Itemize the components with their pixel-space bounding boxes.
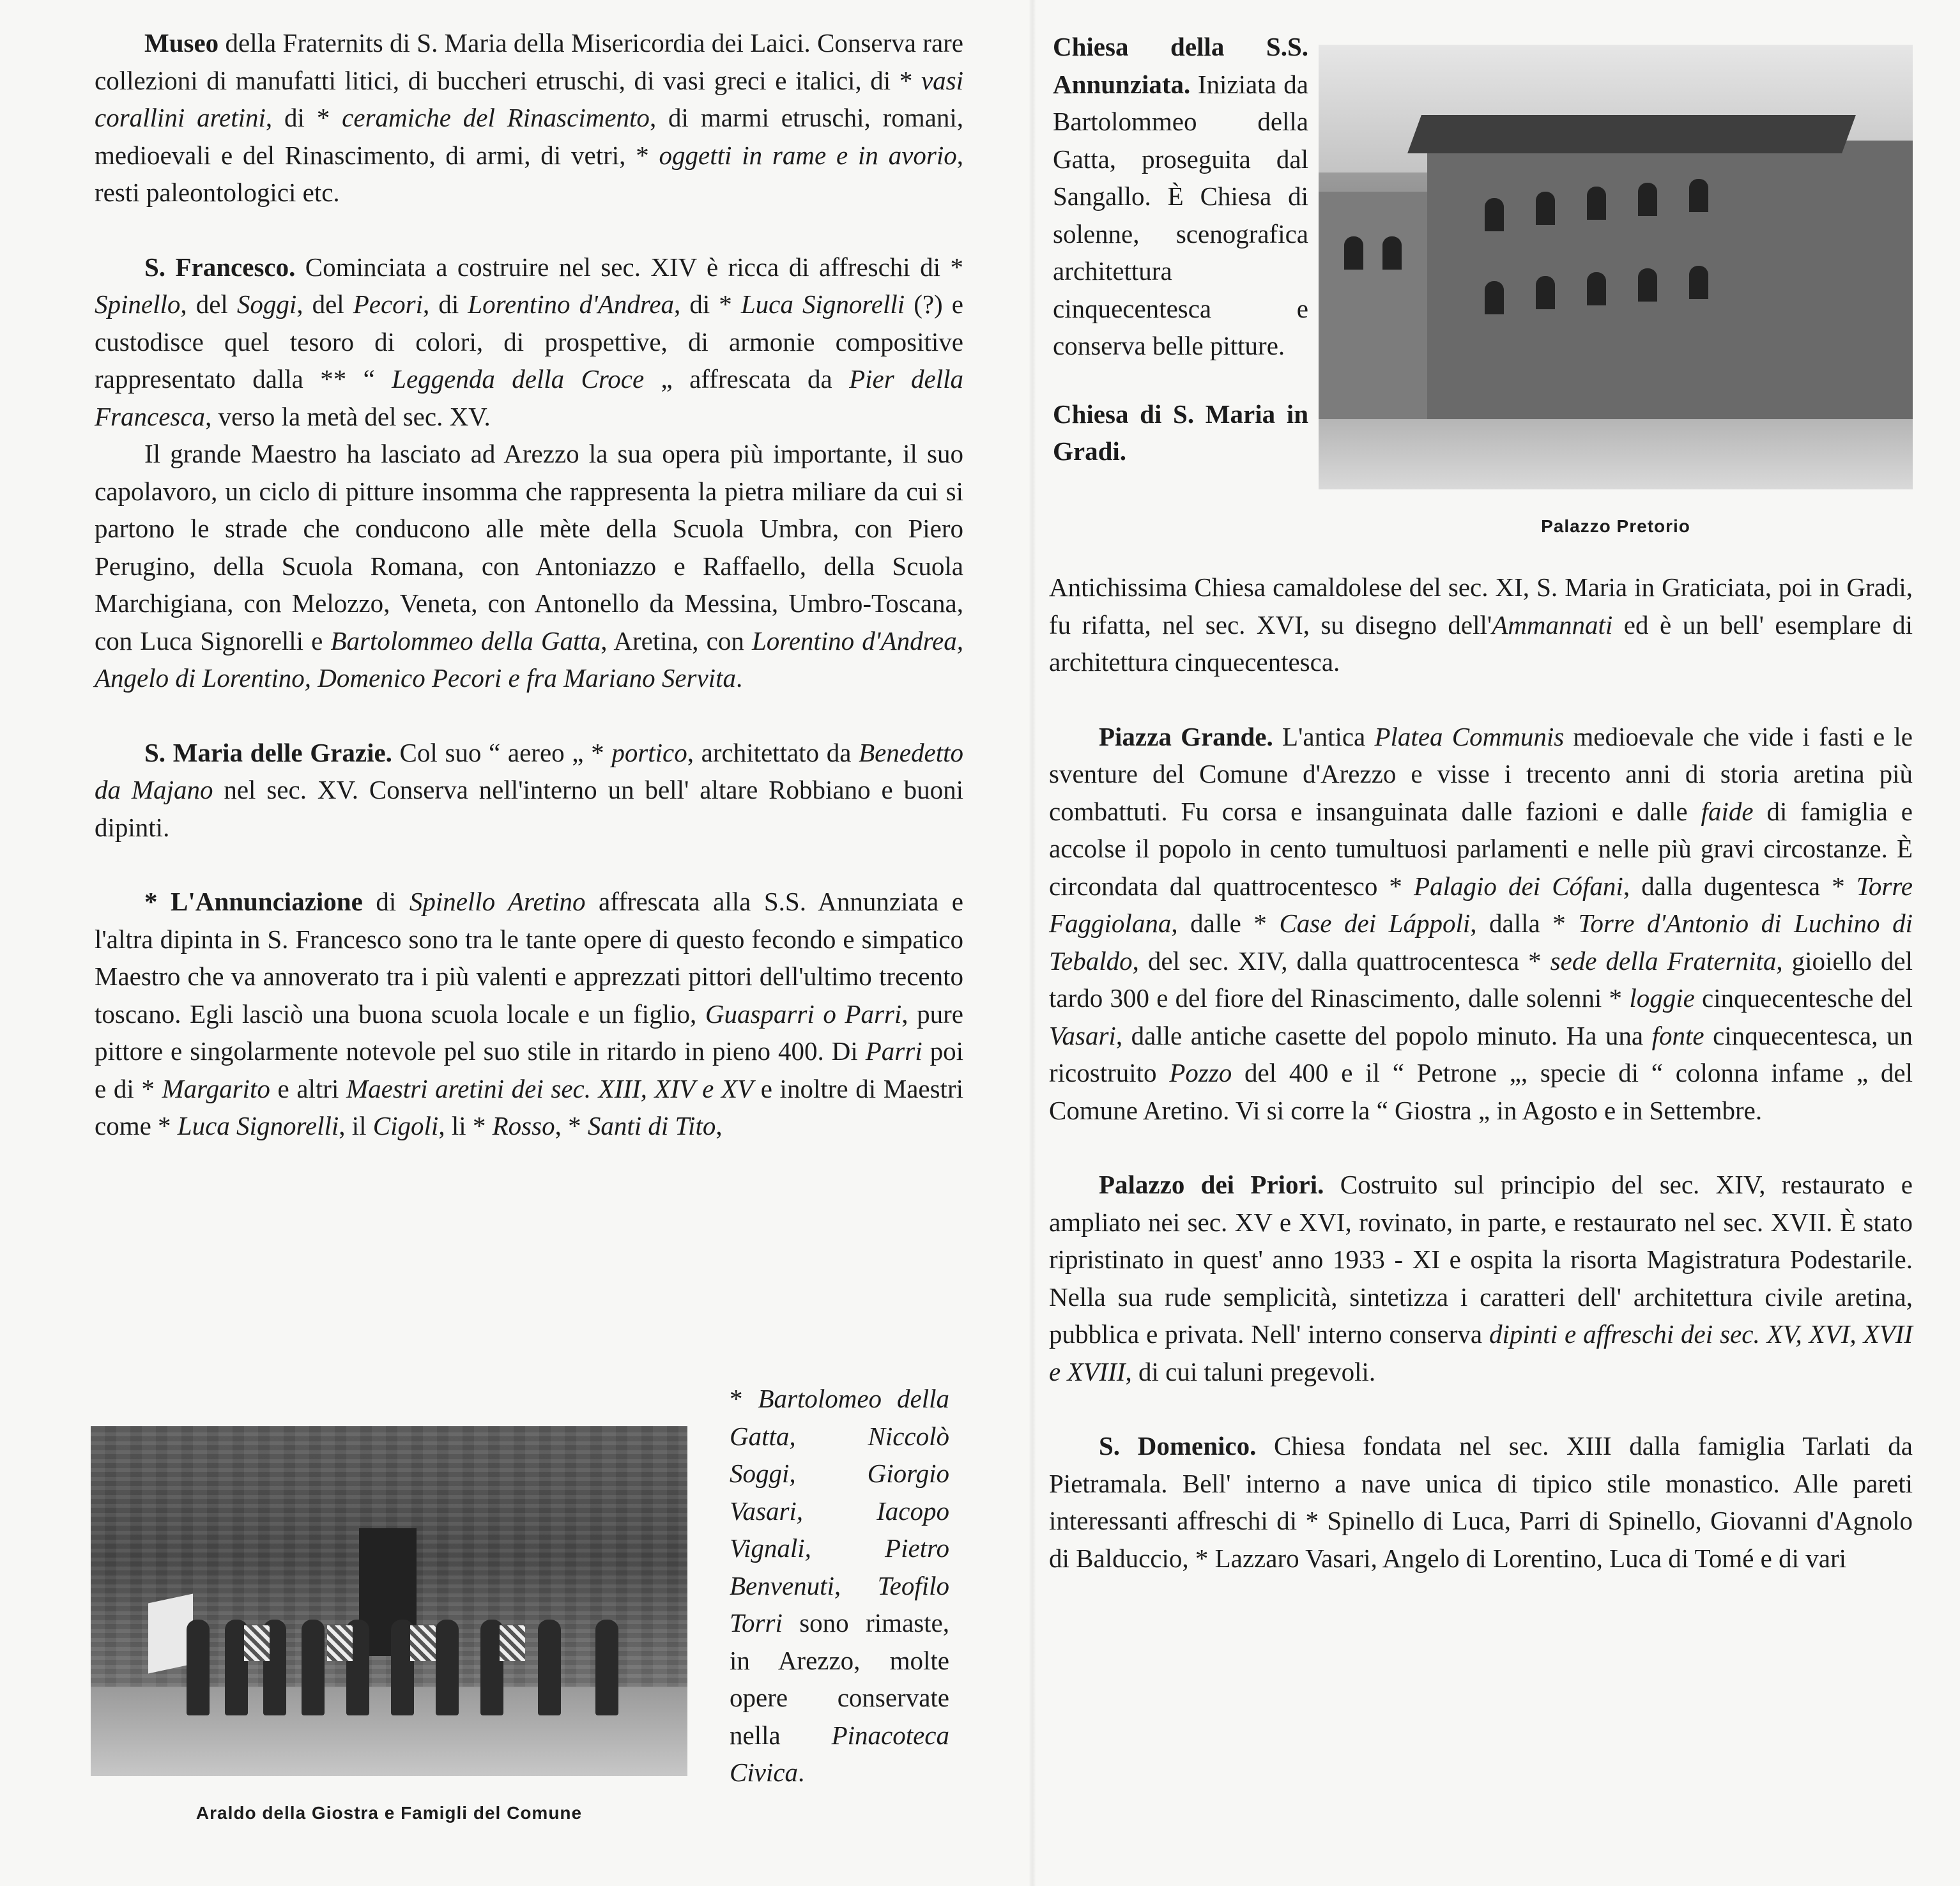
araldo-caption: Araldo della Giostra e Famigli del Comune bbox=[195, 1803, 583, 1823]
francesco-paragraph: S. Francesco. Cominciata a costruire nel sec. XIV è ricca di affreschi di * Spinello, del Soggi, del Pecori, di Lorentino d'Andrea, di * Luca Signorelli (?) e custodisce quel tesoro di colori, di prospettive, di armonie compositive rappresentato dalla ** “ Leggenda della Croce „ affrescata da Pier della Francesca, verso la metà del sec. XV. bbox=[95, 252, 964, 431]
museo-paragraph: Museo della Fraternits di S. Maria della Misericordia dei Laici. Conserva rare collezioni di manufatti litici, di buccheri etruschi, di vasi greci e italici, di * vasi corallini aretini, di * ceramiche del Rinascimento, di marmi etruschi, romani, medioevali e del Rinascimento, di armi, di vetri, * oggetti in rame e in avorio, resti paleontologici etc. bbox=[95, 28, 964, 207]
grazie-title: S. Maria delle Grazie. bbox=[144, 737, 392, 767]
narrow-column: * Bartolomeo della Gatta, Niccolò Soggi, Giorgio Vasari, Iacopo Vignali, Pietro Benvenuti, Teofilo Torri sono rimaste, in Arezzo, molte opere conservate nella Pinacoteca Civica. bbox=[730, 1384, 949, 1787]
domenico-paragraph: S. Domenico. Chiesa fondata nel sec. XIII dalla famiglia Tarlati da Pietramala. Bell' interno a nave unica di tipico stile monastico. Alle pareti interessanti affreschi di * Spinello di Luca, Parri di Spinello, Giovanni d'Agnolo di Balduccio, * Lazzaro Vasari, Angelo di Lorentino, Luca di Tomé e di vari bbox=[1049, 1431, 1913, 1573]
annunziata-title: Chiesa della S.S. Annunziata. bbox=[1053, 32, 1308, 99]
page-fold bbox=[1029, 0, 1036, 1886]
araldo-photo bbox=[91, 1426, 687, 1776]
priori-paragraph: Palazzo dei Priori. Costruito sul principio del sec. XIV, restaurato e ampliato nei sec. XV e XVI, rovinato, in parte, e restaurato nel sec. XVII. È stato ripristinato in quest' anno 1933 - XI e ospita la risorta Magistratura Podestarile. Nella sua rude semplicità, sintetizza i caratteri dell' architettura civile aretina, pubblica e privata. Nell' interno conserva dipinti e affreschi dei sec. XV, XVI, XVII e XVIII, di cui taluni pregevoli. bbox=[1049, 1170, 1913, 1386]
domenico-title: S. Domenico. bbox=[1099, 1431, 1257, 1460]
palazzo-pretorio-photo bbox=[1319, 45, 1913, 489]
annunciazione-title: * L'Annunciazione bbox=[144, 887, 363, 916]
left-column bbox=[95, 24, 963, 1145]
francesco-title: S. Francesco. bbox=[144, 252, 296, 282]
piazza-paragraph: Piazza Grande. L'antica Platea Communis medioevale che vide i fasti e le sventure del Comune d'Arezzo e visse i trecento anni di storia aretina più combattuti. Fu corsa e insanguinata dalle fazioni e dalle faide di famiglia e accolse il popolo in cento tumultuosi parlamenti e nelle più gravi circostanze. È circondata dal quattrocentesco * Palagio dei Cófani, dalla dugentesca * Torre Faggiolana, dalle * Case dei Láppoli, dalla * Torre d'Antonio di Luchino di Tebaldo, del sec. XIV, dalla quattrocentesca * sede della Fraternita, gioiello del tardo 300 e del fiore del Rinascimento, dalle solenni * loggie cinquecentesche del Vasari, dalle antiche casette del popolo minuto. Ha una fonte cinquecentesca, un ricostruito Pozzo del 400 e il “ Petrone „, specie di “ colonna infame „ del Comune Aretino. Vi si corre la “ Giostra „ in Agosto e in Settembre. bbox=[1049, 721, 1913, 1125]
maestro-paragraph: Il grande Maestro ha lasciato ad Arezzo la sua opera più importante, il suo capolavoro, un ciclo di pitture insomma che rappresenta la pietra miliare da cui si partono le strade che conducono alle mète della Scuola Umbra, con Piero Perugino, della Scuola Romana, con Antoniazzo e Raffaello, della Scuola Marchigiana, con Melozzo, Veneta, con Antonello da Messina, Umbro-Toscana, con Luca Signorelli e Bartolommeo della Gatta, Aretina, con Lorentino d'Andrea, Angelo di Lorentino, Domenico Pecori e fra Mariano Servita. bbox=[95, 439, 963, 693]
right-column bbox=[1049, 569, 1913, 1577]
palazzo-pretorio-caption: Palazzo Pretorio bbox=[1541, 516, 1690, 536]
gradi-title: Chiesa di S. Maria in Gradi. bbox=[1053, 399, 1308, 466]
museo-title: Museo bbox=[144, 28, 219, 57]
grazie-paragraph: S. Maria delle Grazie. Col suo “ aereo „ * portico, architettato da Benedetto da Majano nel sec. XV. Conserva nell'interno un bell' altare Robbiano e buoni dipinti. bbox=[95, 737, 963, 842]
gradi-paragraph: Antichissima Chiesa camaldolese del sec. XI, S. Maria in Graticiata, poi in Gradi, fu rifatta, nel sec. XVI, su disegno dell'Ammannati ed è un bell' esemplare di architettura cinquecentesca. bbox=[1049, 572, 1913, 677]
annunziata-block: Chiesa della S.S. Annunziata. Iniziata da Bartolommeo della Gatta, proseguita dal Sangallo. È Chiesa di solenne, scenografica architettura cinquecentesca e conserva belle pitture. Chiesa di S. Maria in Gradi. bbox=[1053, 32, 1308, 466]
piazza-title: Piazza Grande. bbox=[1099, 721, 1273, 751]
annunciazione-paragraph: * L'Annunciazione di Spinello Aretino affrescata alla S.S. Annunziata e l'altra dipinta in S. Francesco sono tra le tante opere di questo fecondo e simpatico Maestro che va annoverato tra i più valenti e apprezzati pittori dell'ultimo trecento toscano. Egli lasciò una buona scuola locale e un figlio, Guasparri o Parri, pure pittore e singolarmente notevole pel suo stile in ritardo in pieno 400. Di Parri poi e di * Margarito e altri Maestri aretini dei sec. XIII, XIV e XV e inoltre di Maestri come * Luca Signorelli, il Cigoli, li * Rosso, * Santi di Tito, bbox=[95, 887, 964, 1140]
priori-title: Palazzo dei Priori. bbox=[1099, 1170, 1324, 1199]
